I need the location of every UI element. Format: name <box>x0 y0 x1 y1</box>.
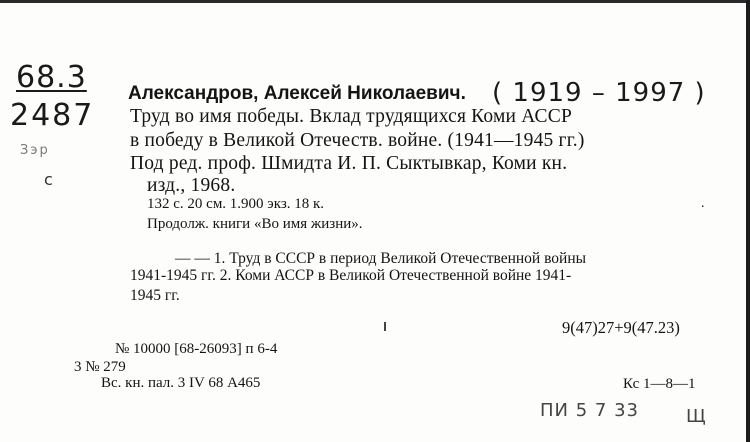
handwritten-accession: ПИ 5 7 33 <box>540 400 639 421</box>
title-line-4: изд., 1968. <box>147 175 236 196</box>
author-heading: Александров, Алексей Николаевич. <box>128 83 466 104</box>
title-line-2: в победу в Великой Отечеств. войне. (1941—1945 гг.) <box>130 130 585 151</box>
handwritten-life-years: ( 1919 – 1997 ) <box>492 78 706 108</box>
catalog-code: Кс 1—8—1 <box>623 376 696 392</box>
subject-line-2: 1941-1945 гг. 2. Коми АССР в Великой Отечественной войне 1941- <box>130 267 572 284</box>
handwritten-mark: Зэр <box>20 143 50 158</box>
handwritten-call-number-bottom: 2487 <box>10 98 95 133</box>
handwritten-call-number-top: 68.3 <box>16 60 87 95</box>
subject-line-1: — — 1. Труд в СССР в период Великой Отечественной войны <box>175 250 587 267</box>
title-line-3: Под ред. проф. Шмидта И. П. Сыктывкар, Коми кн. <box>130 153 568 174</box>
subject-line-3: 1945 гг. <box>130 287 180 304</box>
book-chamber-line: Вс. кн. пал. 3 IV 68 А465 <box>101 375 261 391</box>
classification-index: 9(47)27+9(47.23) <box>562 318 680 337</box>
stray-tick <box>384 322 386 331</box>
card-top-edge <box>0 0 750 3</box>
handwritten-initials: Щ <box>686 406 706 427</box>
record-number: № 10000 [68-26093] п 6-4 <box>115 341 278 357</box>
stray-mark: . <box>701 196 705 211</box>
physical-description: 132 с. 20 см. 1.900 экз. 18 к. <box>147 196 325 212</box>
series-note: Продолж. книги «Во имя жизни». <box>147 216 363 232</box>
title-line-1: Труд во имя победы. Вклад трудящихся Коми АССР <box>130 106 573 127</box>
card-right-edge <box>746 0 750 442</box>
handwritten-mark-2: с <box>44 170 53 189</box>
register-number: 3 № 279 <box>74 359 126 375</box>
